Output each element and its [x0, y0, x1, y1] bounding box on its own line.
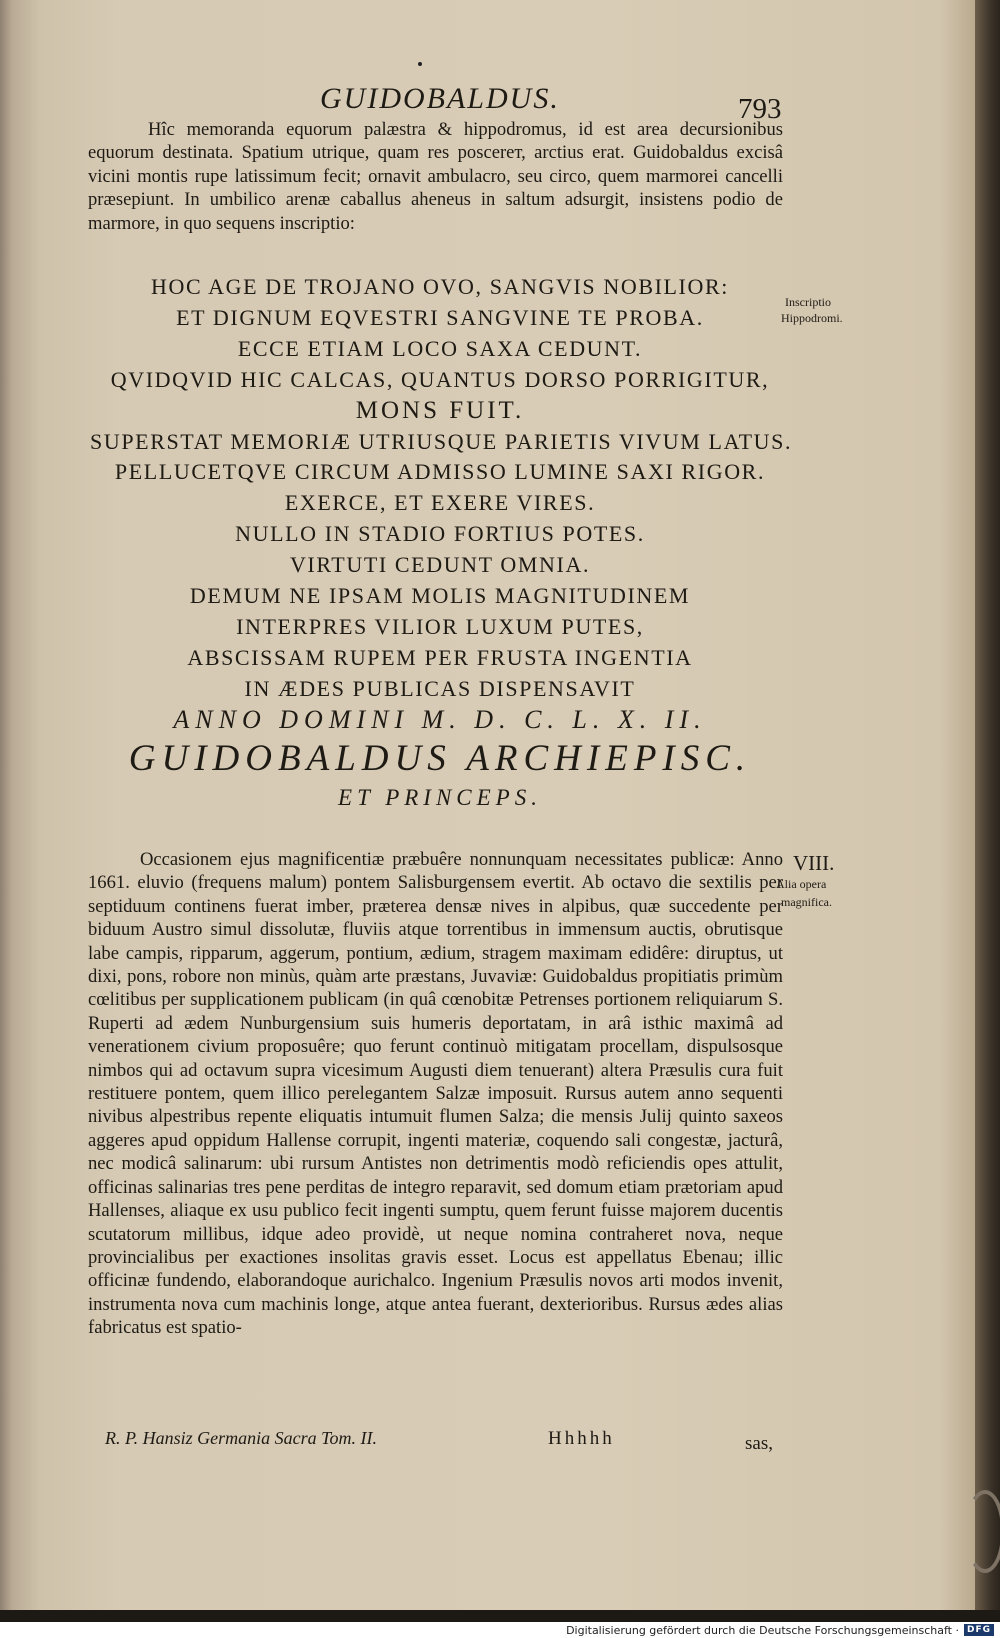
footer-source: R. P. Hansiz Germania Sacra Tom. II.	[105, 1428, 378, 1448]
inscription-date-line: ANNO DOMINI M. D. C. L. X. II.	[173, 704, 707, 734]
banner-text: Digitalisierung gefördert durch die Deutsche Forschungsgemeinschaft ·	[566, 1623, 959, 1637]
page-curl-mark	[965, 1490, 1000, 1573]
book-fore-edge	[975, 0, 1000, 1610]
inscription-line: MONS FUIT.	[355, 396, 525, 424]
inscription-title-line: ET PRINCEPS.	[338, 784, 542, 810]
inscription-line: PELLUCETQVE CIRCUM ADMISSO LUMINE SAXI RIGOR.	[114, 459, 766, 485]
page-mark	[418, 62, 422, 66]
inscription-line: SUPERSTAT MEMORIÆ UTRIUSQUE PARIETIS VIVUM LATUS.	[90, 428, 793, 454]
dfg-logo: DFG	[964, 1624, 994, 1636]
margin-note-inscriptio: Inscriptio	[785, 295, 831, 309]
inscription-line: DEMUM NE IPSAM MOLIS MAGNITUDINEM	[189, 583, 691, 609]
inscription-line: IN ÆDES PUBLICAS DISPENSAVIT	[244, 675, 636, 701]
inscription-line: ET DIGNUM EQVESTRI SANGVINE TE PROBA.	[176, 304, 704, 330]
running-head: GUIDOBALDUS.	[320, 82, 560, 115]
margin-note-hippodromi: Hippodromi.	[781, 311, 843, 325]
margin-section-number: VIII.	[793, 851, 835, 875]
page-number: 793	[738, 93, 782, 125]
margin-note-magnifica: magnifica.	[781, 895, 832, 909]
inscription-line: EXERCE, ET EXERE VIRES.	[284, 490, 596, 516]
margin-note-alia-opera: Alia opera	[776, 877, 827, 891]
digitization-banner	[0, 1622, 1000, 1638]
inscription-line: NULLO IN STADIO FORTIUS POTES.	[235, 521, 645, 547]
inscription-line: ABSCISSAM RUPEM PER FRUSTA INGENTIA	[187, 644, 693, 670]
paragraph-hippodrome: Hîc memoranda equorum palæstra & hippodromus, id est area decursionibus equorum destinata. Spatium utrique, quam res poscerет, arctius erat. Guidobaldus excisâ vicini montis rupe latissimum fecit; ornavit ambulacro, seu circo, quem marmorei cancelli præsepiunt. In umbilico arenæ caballus aheneus in saltum adsurgit, insistens podio de marmore, in quo sequens inscriptio:	[88, 119, 783, 234]
inscription-block	[90, 272, 793, 814]
inscription-line: HOC AGE DE TROJANO OVO, SANGVIS NOBILIOR:	[151, 274, 729, 299]
inscription-line: VIRTUTI CEDUNT OMNIA.	[289, 552, 591, 578]
paragraph-public-works: Occasionem ejus magnificentiæ præbuêre nonnunquam necessitates publicæ: Anno 1661. eluvio (frequens malum) pontem Salisburgensem evertit. Ab octavo die sextilis per septiduum continens fuerat imber, præterea densæ nives in alpibus, quæ succedente per biduum Austro simul dissolutæ, fluviis atque torrentibus in immensum auctis, obrutisque labe campis, ripparum, aggerum, pontium, ædium, stragem maximam edidêre: diruptus, ut dixi, pons, robore non minùs, quàm arte præstans, Juvaviæ: Guidobaldus propitiatis primùm cœlitibus per supplicationem publicam (in quâ cœnobitæ Petrenses portionem reliquiarum S. Ruperti ad ædem Nunburgensium suis humeris deportatam, in arâ isthic maximâ ad venerationem civium proposuêre; quo ferunt continuò mitigatam procellam, dispulsosque nimbos qui ad octavum supra vicesimum Augusti diem tenuerant) altera Præsulis cura fuit restituere pontem, quem illico perelegantem Salzæ imposuit. Rursus autem anno sequenti nivibus alpestribus repente eliquatis intumuit flumen Salza; die mensis Julij quinto saxeos aggeres apud oppidum Hallense corrupit, ingenti materiæ, coquendo sali congestæ, jacturâ, nec modicâ salinarum: ubi rursum Antistes non detrimentis modò reficiendis opes attulit, officinas salinarias tres pene perditas de integro reparavit, sed domum etiam prætoriam apud Hallenses, aliaque ex usu publico fecit ingenti sumptu, quem ferunt fuisse majorem ducentis scutatorum millibus, idque adeo providè, ut neque nomina contraheret nova, neque provincialibus per exactiones insolitas gravis esset. Locus est appellatus Ebenau; illic officinæ fundendo, elaborandoque aurichalco. Ingenium Præsulis novos arti modos invenit, instrumenta nova cum machinis longe, atque antea fuerant, dexterioribus. Rursus ædes alias fabricatus est spatio-	[88, 849, 783, 1339]
inscription-name-line: GUIDOBALDUS ARCHIEPISC.	[128, 737, 752, 779]
inscription-line: INTERPRES VILIOR LUXUM PUTES,	[236, 613, 644, 639]
inscription-line: QVIDQVID HIC CALCAS, QUANTUS DORSO PORRIGITUR,	[110, 366, 770, 392]
signature-mark: Hhhhh	[548, 1428, 615, 1449]
inscription-line: ECCE ETIAM LOCO SAXA CEDUNT.	[237, 335, 643, 361]
catchword: sas,	[745, 1433, 773, 1454]
